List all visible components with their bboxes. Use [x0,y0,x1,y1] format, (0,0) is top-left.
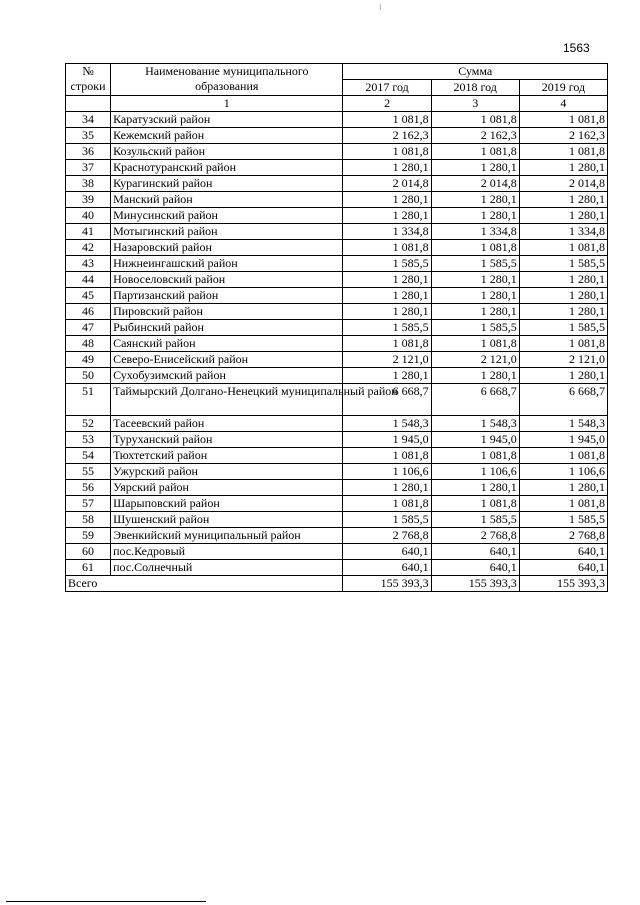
amount-2017: 1 280,1 [343,272,431,288]
header-year-2019: 2019 год [519,80,607,96]
amount-2019: 1 081,8 [519,144,607,160]
row-number: 37 [66,160,111,176]
amount-2018: 1 280,1 [431,208,519,224]
header-sum: Сумма [343,64,608,80]
amount-2017: 640,1 [343,544,431,560]
row-number: 51 [66,384,111,416]
amount-2019: 1 585,5 [519,512,607,528]
municipality-name: Мотыгинский район [111,224,343,240]
table-row [66,352,608,368]
amount-2018: 1 280,1 [431,304,519,320]
amount-2019: 1 945,0 [519,432,607,448]
amount-2018: 640,1 [431,544,519,560]
amount-2019: 1 585,5 [519,256,607,272]
amount-2017: 1 585,5 [343,512,431,528]
amount-2018: 2 768,8 [431,528,519,544]
table-row [66,160,608,176]
amount-2018: 1 585,5 [431,320,519,336]
amount-2018: 1 585,5 [431,256,519,272]
municipality-name: Саянский район [111,336,343,352]
amount-2019: 1 280,1 [519,304,607,320]
table-row [66,464,608,480]
municipality-name: Северо-Енисейский район [111,352,343,368]
amount-2019: 1 280,1 [519,368,607,384]
amount-2017: 2 014,8 [343,176,431,192]
table-row [66,544,608,560]
municipality-name: Таймырский Долгано-Ненецкий муниципальный район [111,384,343,416]
table-row [66,528,608,544]
table-row [66,112,608,128]
amount-2019: 1 548,3 [519,416,607,432]
amount-2017: 2 121,0 [343,352,431,368]
amount-2018: 1 106,6 [431,464,519,480]
amount-2018: 1 280,1 [431,272,519,288]
row-number: 43 [66,256,111,272]
amount-2017: 1 280,1 [343,368,431,384]
table-row [66,320,608,336]
row-number: 35 [66,128,111,144]
table-row [66,176,608,192]
amount-2019: 1 280,1 [519,480,607,496]
amount-2019: 1 280,1 [519,160,607,176]
municipality-name: Манский район [111,192,343,208]
col-number-1: 1 [111,96,343,112]
amount-2017: 1 081,8 [343,240,431,256]
municipality-name: Уярский район [111,480,343,496]
row-number: 39 [66,192,111,208]
amount-2017: 1 548,3 [343,416,431,432]
amount-2017: 1 081,8 [343,496,431,512]
total-2017: 155 393,3 [343,576,431,592]
amount-2018: 1 585,5 [431,512,519,528]
row-number: 53 [66,432,111,448]
municipality-name: Рыбинский район [111,320,343,336]
amount-2018: 1 280,1 [431,288,519,304]
amount-2018: 1 081,8 [431,448,519,464]
amount-2017: 6 668,7 [343,384,431,416]
row-number: 56 [66,480,111,496]
row-number: 42 [66,240,111,256]
amount-2018: 640,1 [431,560,519,576]
municipality-name: Краснотуранский район [111,160,343,176]
amount-2017: 1 280,1 [343,480,431,496]
amount-2018: 1 334,8 [431,224,519,240]
amount-2018: 1 081,8 [431,336,519,352]
row-number: 49 [66,352,111,368]
header-year-2017: 2017 год [343,80,431,96]
municipality-name: Пировский район [111,304,343,320]
page-number: 1563 [563,41,590,55]
row-number: 48 [66,336,111,352]
amount-2017: 1 081,8 [343,448,431,464]
amount-2017: 1 945,0 [343,432,431,448]
amount-2018: 2 014,8 [431,176,519,192]
municipality-name: Кежемский район [111,128,343,144]
municipality-name: Новоселовский район [111,272,343,288]
col-number-2: 2 [343,96,431,112]
amount-2019: 1 334,8 [519,224,607,240]
table-row [66,256,608,272]
table-row [66,560,608,576]
amount-2018: 1 081,8 [431,240,519,256]
amount-2017: 1 280,1 [343,160,431,176]
amount-2017: 1 106,6 [343,464,431,480]
amount-2018: 1 280,1 [431,160,519,176]
header-year-2018: 2018 год [431,80,519,96]
table-row [66,416,608,432]
table-row [66,368,608,384]
amount-2017: 1 280,1 [343,304,431,320]
amount-2017: 1 585,5 [343,320,431,336]
amount-2017: 2 768,8 [343,528,431,544]
table-row [66,288,608,304]
header-name: Наименование муниципального образования [111,64,343,96]
amount-2019: 1 585,5 [519,320,607,336]
table-row [66,208,608,224]
municipality-name: Сухобузимский район [111,368,343,384]
amount-2019: 2 121,0 [519,352,607,368]
amount-2017: 1 081,8 [343,336,431,352]
municipality-name: Козульский район [111,144,343,160]
row-number: 61 [66,560,111,576]
row-number: 45 [66,288,111,304]
table-row [66,128,608,144]
total-2019: 155 393,3 [519,576,607,592]
amount-2019: 1 106,6 [519,464,607,480]
table-row [66,432,608,448]
amount-2019: 1 280,1 [519,288,607,304]
amount-2018: 2 162,3 [431,128,519,144]
table-row [66,240,608,256]
municipality-name: пос.Солнечный [111,560,343,576]
amount-2019: 1 280,1 [519,192,607,208]
amount-2018: 1 280,1 [431,192,519,208]
municipality-name: Шарыповский район [111,496,343,512]
total-label: Всего [66,576,343,592]
row-number: 40 [66,208,111,224]
amount-2018: 1 081,8 [431,496,519,512]
row-number: 36 [66,144,111,160]
amount-2017: 1 081,8 [343,112,431,128]
municipality-name: Эвенкийский муниципальный район [111,528,343,544]
table-row [66,144,608,160]
scan-mark [380,4,381,10]
amount-2017: 1 334,8 [343,224,431,240]
row-number: 44 [66,272,111,288]
row-number: 60 [66,544,111,560]
municipality-name: пос.Кедровый [111,544,343,560]
row-number: 41 [66,224,111,240]
amount-2018: 1 280,1 [431,480,519,496]
row-number: 50 [66,368,111,384]
row-number: 47 [66,320,111,336]
amount-2019: 2 014,8 [519,176,607,192]
row-number: 57 [66,496,111,512]
col-number-blank [66,96,111,112]
row-number: 46 [66,304,111,320]
amount-2019: 6 668,7 [519,384,607,416]
amount-2019: 1 081,8 [519,336,607,352]
municipality-name: Назаровский район [111,240,343,256]
municipality-name: Нижнеингашский район [111,256,343,272]
municipality-name: Туруханский район [111,432,343,448]
amount-2018: 1 548,3 [431,416,519,432]
row-number: 38 [66,176,111,192]
amount-2019: 1 081,8 [519,112,607,128]
amount-2019: 1 081,8 [519,448,607,464]
total-row [66,576,608,592]
municipality-name: Шушенский район [111,512,343,528]
amount-2018: 1 280,1 [431,368,519,384]
municipality-name: Минусинский район [111,208,343,224]
col-number-4: 4 [519,96,607,112]
footnote-divider [6,901,206,902]
municipality-name: Тасеевский район [111,416,343,432]
table-row [66,496,608,512]
table-row [66,480,608,496]
amount-2018: 1 081,8 [431,144,519,160]
municipality-name: Курагинский район [111,176,343,192]
total-2018: 155 393,3 [431,576,519,592]
amount-2017: 1 280,1 [343,192,431,208]
amount-2017: 1 081,8 [343,144,431,160]
amount-2018: 2 121,0 [431,352,519,368]
table-body [66,112,608,576]
amount-2019: 640,1 [519,544,607,560]
row-number: 52 [66,416,111,432]
amount-2019: 1 081,8 [519,240,607,256]
municipality-name: Тюхтетский район [111,448,343,464]
amount-2018: 1 945,0 [431,432,519,448]
amount-2019: 1 280,1 [519,208,607,224]
table-row [66,192,608,208]
amount-2019: 1 280,1 [519,272,607,288]
amount-2017: 1 280,1 [343,288,431,304]
amount-2019: 640,1 [519,560,607,576]
table-row [66,384,608,416]
amount-2018: 1 081,8 [431,112,519,128]
table-row [66,336,608,352]
amount-2019: 2 768,8 [519,528,607,544]
budget-table [65,63,608,592]
table-row [66,512,608,528]
row-number: 54 [66,448,111,464]
municipality-name: Партизанский район [111,288,343,304]
amount-2017: 1 280,1 [343,208,431,224]
row-number: 55 [66,464,111,480]
amount-2017: 1 585,5 [343,256,431,272]
table-row [66,448,608,464]
table-row [66,304,608,320]
row-number: 59 [66,528,111,544]
amount-2019: 1 081,8 [519,496,607,512]
amount-2018: 6 668,7 [431,384,519,416]
amount-2017: 2 162,3 [343,128,431,144]
table-row [66,272,608,288]
col-number-3: 3 [431,96,519,112]
row-number: 34 [66,112,111,128]
amount-2017: 640,1 [343,560,431,576]
table-row [66,224,608,240]
municipality-name: Каратузский район [111,112,343,128]
header-row-number: № строки [66,64,111,96]
municipality-name: Ужурский район [111,464,343,480]
amount-2019: 2 162,3 [519,128,607,144]
row-number: 58 [66,512,111,528]
